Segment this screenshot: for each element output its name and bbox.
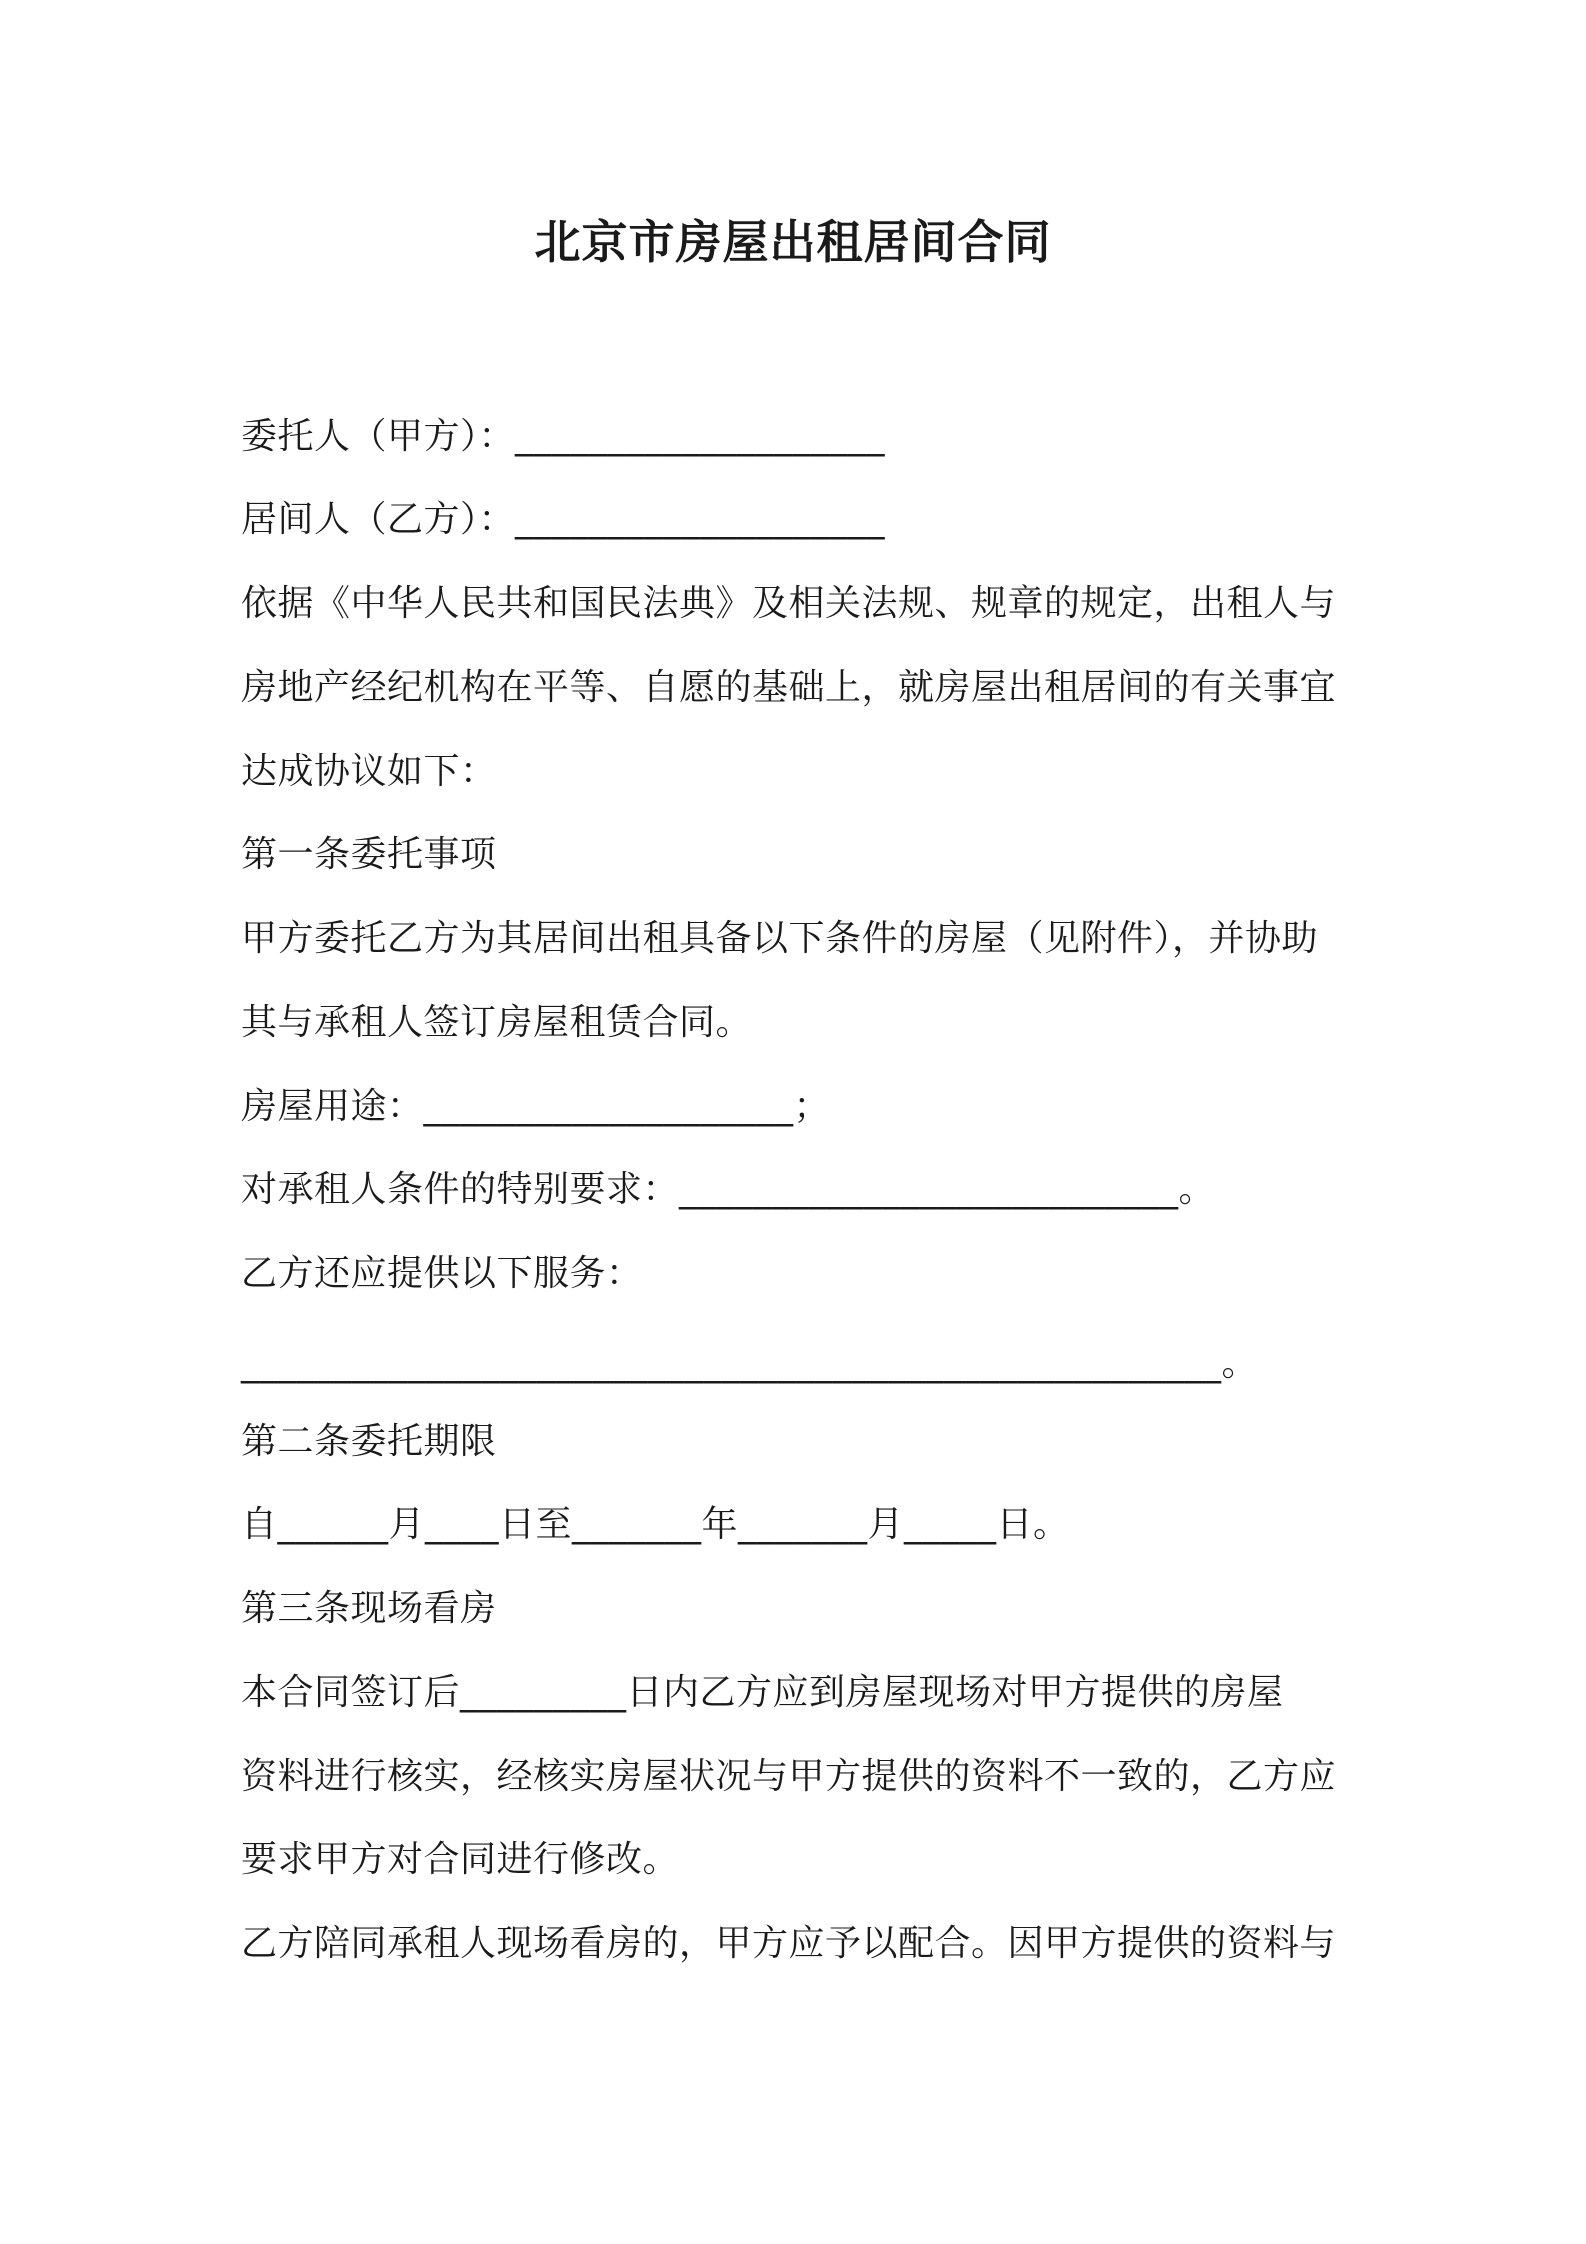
article-3-line-1: 本合同签订后_________日内乙方应到房屋现场对甲方提供的房屋 <box>241 1672 1284 1713</box>
preamble-line-2: 房地产经纪机构在平等、自愿的基础上，就房屋出租居间的有关事宜 <box>241 667 1337 708</box>
party-a-line: 委托人（甲方）：____________________ <box>241 416 886 457</box>
preamble-line-3: 达成协议如下： <box>241 751 497 792</box>
preamble-line-1: 依据《中华人民共和国民法典》及相关法规、规章的规定，出租人与 <box>241 583 1337 624</box>
article-1-line-1: 甲方委托乙方为其居间出租具备以下条件的房屋（见附件），并协助 <box>241 918 1319 959</box>
article-3-line-2: 资料进行核实，经核实房屋状况与甲方提供的资料不一致的，乙方应 <box>241 1756 1337 1797</box>
house-use-line: 房屋用途：____________________； <box>241 1086 831 1127</box>
document-title: 北京市房屋出租居间合同 <box>534 215 1052 269</box>
tenant-requirements-line: 对承租人条件的特别要求：___________________________。 <box>241 1169 1216 1210</box>
services-label-line: 乙方还应提供以下服务： <box>241 1253 643 1294</box>
article-3-line-3: 要求甲方对合同进行修改。 <box>241 1839 680 1880</box>
article-3-heading: 第三条现场看房 <box>241 1588 497 1629</box>
article-2-heading: 第二条委托期限 <box>241 1421 497 1462</box>
article-1-heading: 第一条委托事项 <box>241 834 497 875</box>
article-3-line-4: 乙方陪同承租人现场看房的，甲方应予以配合。因甲方提供的资料与 <box>241 1923 1337 1964</box>
services-blank-line: _____________________________________________________。 <box>241 1343 1258 1384</box>
party-b-line: 居间人（乙方）：____________________ <box>241 499 886 540</box>
term-line: 自______月____日至_______年_______月_____日。 <box>241 1504 1070 1545</box>
article-1-line-2: 其与承租人签订房屋租赁合同。 <box>241 1002 753 1043</box>
